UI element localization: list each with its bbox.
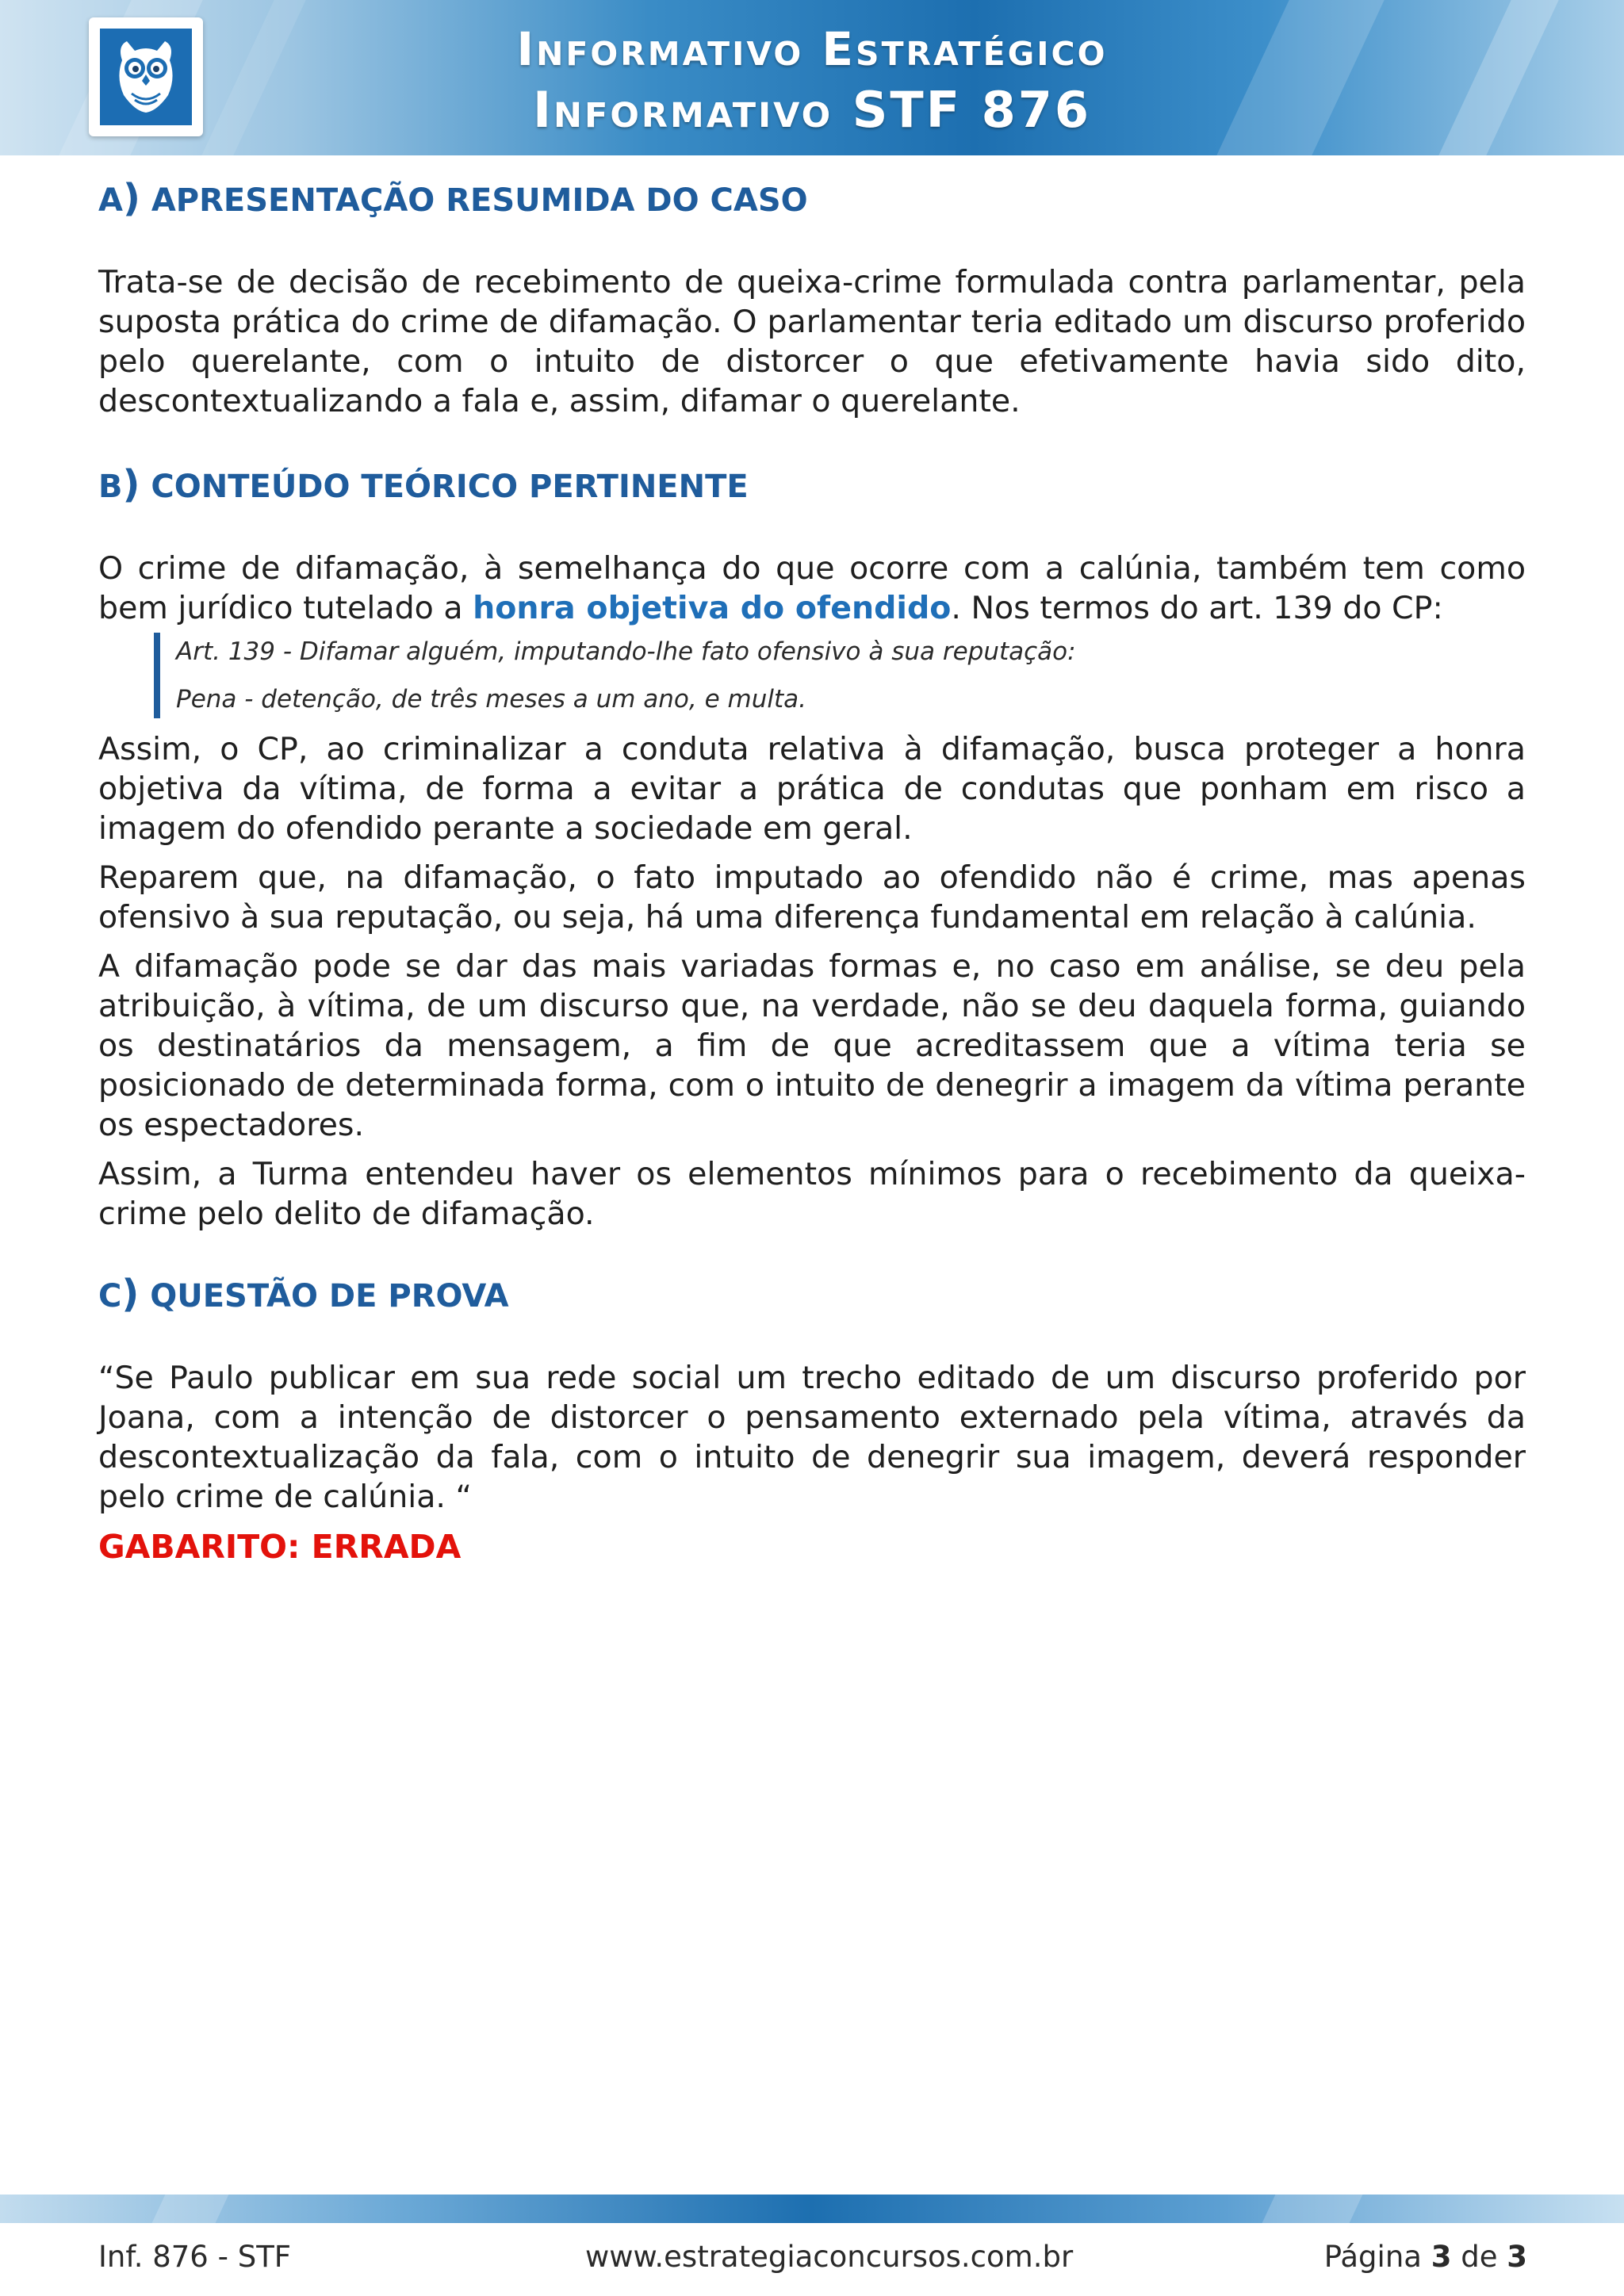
header-title: Informativo Estratégico	[516, 22, 1108, 76]
footer-page-number	[1324, 2237, 1527, 2277]
footer-page-current: 3	[1431, 2240, 1452, 2274]
section-c-title: QUESTÃO DE PROVA	[150, 1278, 509, 1314]
footer-band	[0, 2195, 1624, 2223]
section-b-paragraph-2: Assim, o CP, ao criminalizar a conduta relativa à difamação, busca proteger a honra objetiva da vítima, de forma a evitar a prática de condutas que ponham em risco a imagem do ofendido perante a sociedade em geral.	[98, 731, 1526, 847]
footer-website-link[interactable]: www.estrategiaconcursos.com.br	[585, 2240, 1074, 2274]
section-b-p1-text: O crime de difamação, à semelhança do que ocorre com a calúnia, também tem como bem jurídico tutelado a	[98, 550, 1526, 626]
page-header	[0, 0, 1624, 155]
section-b-letter: B	[98, 469, 123, 505]
footer-decoration	[1262, 2195, 1363, 2223]
header-subtitle: Informativo STF 876	[532, 81, 1092, 139]
section-b-paragraph-5: Assim, a Turma entendeu haver os elementos mínimos para o recebimento da queixa-crime pelo delito de difamação.	[98, 1156, 1526, 1232]
footer-page-word: Página	[1323, 2240, 1422, 2274]
section-b-paren: )	[122, 462, 140, 507]
section-b-paragraph-3: Reparem que, na difamação, o fato imputado ao ofendido não é crime, mas apenas ofensivo à sua reputação, ou seja, há uma diferença fundamental em relação à calúnia.	[98, 859, 1526, 936]
section-c-letter: C	[98, 1278, 122, 1314]
page-content	[98, 176, 1526, 1569]
section-a-paragraph: Trata-se de decisão de recebimento de queixa-crime formulada contra parlamentar, pela suposta prática do crime de difamação. O parlamentar teria editado um discurso proferido pelo querelante, com o intuito de distorcer o que efetivamente havia sido dito, descontextualizando a fala e, assim, difamar o querelante.	[98, 264, 1526, 419]
section-a-paren: )	[122, 176, 140, 220]
section-a-heading	[98, 176, 1526, 223]
exam-question: “Se Paulo publicar em sua rede social um trecho editado de um discurso proferido por Joana, com a intenção de distorcer o pensamento externado pela vítima, através da descontextualização da fala, com o intuito de denegrir sua imagem, deverá responder pelo crime de calúnia. “	[98, 1360, 1526, 1515]
section-a-letter: A	[98, 182, 123, 219]
footer-decoration	[152, 2195, 229, 2223]
section-b-heading	[98, 462, 1526, 509]
law-quote-penalty: Pena - detenção, de três meses a um ano, e multa.	[176, 685, 806, 714]
law-quote	[154, 633, 1526, 718]
footer-page-of: de	[1461, 2240, 1498, 2274]
section-b-paragraph-4: A difamação pode se dar das mais variadas formas e, no caso em análise, se deu pela atribuição, à vítima, de um discurso que, na verdade, não se deu daquela forma, guiando os destinatários da mensagem, a fim de que acreditassem que a vítima teria se posicionado de determinada forma, com o intuito de denegrir a imagem da vítima perante os espectadores.	[98, 948, 1526, 1143]
section-c-heading	[98, 1272, 1526, 1318]
section-b-p1-text-end: . Nos termos do art. 139 do CP:	[951, 590, 1443, 626]
section-a-title: APRESENTAÇÃO RESUMIDA DO CASO	[151, 182, 808, 219]
section-b-paragraph-1	[98, 549, 1526, 628]
section-c-paren: )	[121, 1272, 140, 1316]
footer-page-total: 3	[1507, 2240, 1527, 2274]
highlighted-term: honra objetiva do ofendido	[473, 590, 952, 626]
law-quote-article: Art. 139 - Difamar alguém, imputando-lhe fato ofensivo à sua reputação:	[176, 637, 1076, 666]
answer-key: GABARITO: ERRADA	[98, 1528, 462, 1566]
footer-issue: Inf. 876 - STF	[98, 2240, 292, 2274]
section-b-title: CONTEÚDO TEÓRICO PERTINENTE	[151, 469, 749, 505]
